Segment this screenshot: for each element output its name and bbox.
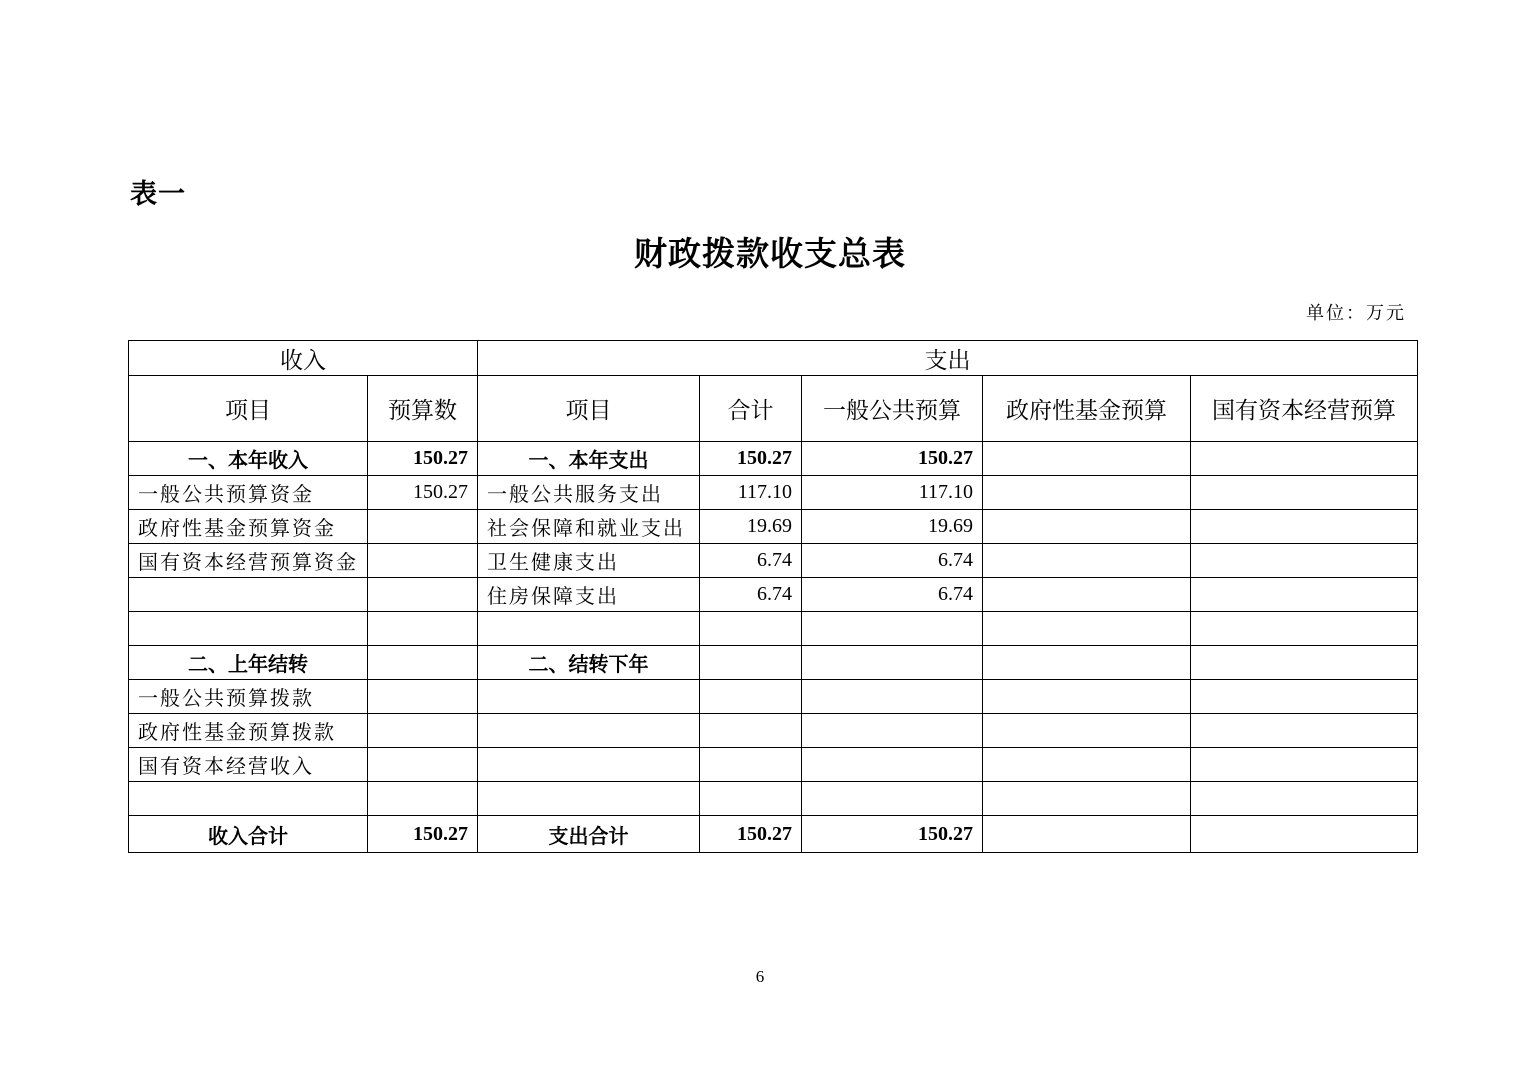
- state-capital-budget-cell: [1191, 544, 1418, 578]
- budget-amount-cell: 150.27: [368, 816, 478, 853]
- budget-amount-cell: [368, 510, 478, 544]
- state-capital-budget-cell: [1191, 578, 1418, 612]
- expense-item-cell: [478, 714, 700, 748]
- budget-amount-cell: 150.27: [368, 476, 478, 510]
- col-header-state-capital-budget: 国有资本经营预算: [1191, 376, 1418, 442]
- income-item-cell: [129, 782, 368, 816]
- table-row: [129, 476, 1418, 510]
- income-item-cell: 收入合计: [129, 816, 368, 853]
- expense-item-cell: 支出合计: [478, 816, 700, 853]
- state-capital-budget-cell: [1191, 748, 1418, 782]
- table-row: [129, 680, 1418, 714]
- col-header-total: 合计: [700, 376, 802, 442]
- table-row: [129, 782, 1418, 816]
- state-capital-budget-cell: [1191, 714, 1418, 748]
- table-label: 表一: [130, 179, 186, 210]
- fiscal-summary-table: [128, 340, 1418, 853]
- general-public-budget-cell: [802, 782, 983, 816]
- gov-fund-budget-cell: [983, 578, 1191, 612]
- group-header-row: [129, 341, 1418, 376]
- col-header-general-public-budget: 一般公共预算: [802, 376, 983, 442]
- table-row: [129, 442, 1418, 476]
- income-item-cell: 国有资本经营收入: [129, 748, 368, 782]
- income-item-cell: 政府性基金预算拨款: [129, 714, 368, 748]
- total-cell: 6.74: [700, 544, 802, 578]
- gov-fund-budget-cell: [983, 646, 1191, 680]
- budget-amount-cell: [368, 748, 478, 782]
- total-cell: 150.27: [700, 816, 802, 853]
- col-header-gov-fund-budget: 政府性基金预算: [983, 376, 1191, 442]
- income-item-cell: [129, 578, 368, 612]
- col-header-expense-item: 项目: [478, 376, 700, 442]
- state-capital-budget-cell: [1191, 510, 1418, 544]
- table-row: [129, 510, 1418, 544]
- total-cell: [700, 748, 802, 782]
- income-group-header: 收入: [129, 341, 478, 376]
- state-capital-budget-cell: [1191, 476, 1418, 510]
- gov-fund-budget-cell: [983, 544, 1191, 578]
- total-cell: [700, 782, 802, 816]
- gov-fund-budget-cell: [983, 714, 1191, 748]
- table-row: [129, 748, 1418, 782]
- general-public-budget-cell: 150.27: [802, 816, 983, 853]
- general-public-budget-cell: [802, 680, 983, 714]
- income-item-cell: 政府性基金预算资金: [129, 510, 368, 544]
- gov-fund-budget-cell: [983, 510, 1191, 544]
- general-public-budget-cell: [802, 714, 983, 748]
- total-cell: [700, 612, 802, 646]
- state-capital-budget-cell: [1191, 680, 1418, 714]
- income-item-cell: 二、上年结转: [129, 646, 368, 680]
- table-row: [129, 646, 1418, 680]
- income-item-cell: [129, 612, 368, 646]
- column-header-row: [129, 376, 1418, 442]
- general-public-budget-cell: [802, 646, 983, 680]
- expense-item-cell: [478, 612, 700, 646]
- budget-amount-cell: [368, 714, 478, 748]
- income-item-cell: 一般公共预算拨款: [129, 680, 368, 714]
- unit-note: 单位：万元: [1306, 303, 1406, 324]
- total-cell: 150.27: [700, 442, 802, 476]
- gov-fund-budget-cell: [983, 782, 1191, 816]
- total-cell: 19.69: [700, 510, 802, 544]
- state-capital-budget-cell: [1191, 442, 1418, 476]
- gov-fund-budget-cell: [983, 442, 1191, 476]
- general-public-budget-cell: 150.27: [802, 442, 983, 476]
- income-item-cell: 一般公共预算资金: [129, 476, 368, 510]
- gov-fund-budget-cell: [983, 476, 1191, 510]
- general-public-budget-cell: 6.74: [802, 578, 983, 612]
- general-public-budget-cell: 6.74: [802, 544, 983, 578]
- total-cell: 117.10: [700, 476, 802, 510]
- expense-item-cell: 卫生健康支出: [478, 544, 700, 578]
- gov-fund-budget-cell: [983, 816, 1191, 853]
- gov-fund-budget-cell: [983, 748, 1191, 782]
- expense-item-cell: [478, 782, 700, 816]
- budget-amount-cell: [368, 680, 478, 714]
- expense-item-cell: [478, 748, 700, 782]
- state-capital-budget-cell: [1191, 646, 1418, 680]
- income-item-cell: 一、本年收入: [129, 442, 368, 476]
- total-cell: [700, 646, 802, 680]
- table-row: [129, 612, 1418, 646]
- expense-item-cell: 一般公共服务支出: [478, 476, 700, 510]
- total-cell: [700, 680, 802, 714]
- page-number: 6: [755, 967, 765, 986]
- table-row: [129, 578, 1418, 612]
- income-item-cell: 国有资本经营预算资金: [129, 544, 368, 578]
- gov-fund-budget-cell: [983, 680, 1191, 714]
- expense-item-cell: [478, 680, 700, 714]
- col-header-income-item: 项目: [129, 376, 368, 442]
- expense-item-cell: 社会保障和就业支出: [478, 510, 700, 544]
- general-public-budget-cell: [802, 612, 983, 646]
- general-public-budget-cell: 19.69: [802, 510, 983, 544]
- budget-amount-cell: [368, 544, 478, 578]
- expense-item-cell: 住房保障支出: [478, 578, 700, 612]
- expense-group-header: 支出: [478, 341, 1418, 376]
- budget-amount-cell: [368, 612, 478, 646]
- table-row: [129, 714, 1418, 748]
- total-cell: [700, 714, 802, 748]
- state-capital-budget-cell: [1191, 612, 1418, 646]
- budget-amount-cell: 150.27: [368, 442, 478, 476]
- total-cell: 6.74: [700, 578, 802, 612]
- general-public-budget-cell: 117.10: [802, 476, 983, 510]
- budget-amount-cell: [368, 578, 478, 612]
- gov-fund-budget-cell: [983, 612, 1191, 646]
- col-header-budget-amount: 预算数: [368, 376, 478, 442]
- page-title: 财政拨款收支总表: [634, 234, 906, 273]
- expense-item-cell: 一、本年支出: [478, 442, 700, 476]
- expense-item-cell: 二、结转下年: [478, 646, 700, 680]
- budget-amount-cell: [368, 646, 478, 680]
- budget-amount-cell: [368, 782, 478, 816]
- general-public-budget-cell: [802, 748, 983, 782]
- table-row: [129, 544, 1418, 578]
- state-capital-budget-cell: [1191, 816, 1418, 853]
- table-row: [129, 816, 1418, 853]
- state-capital-budget-cell: [1191, 782, 1418, 816]
